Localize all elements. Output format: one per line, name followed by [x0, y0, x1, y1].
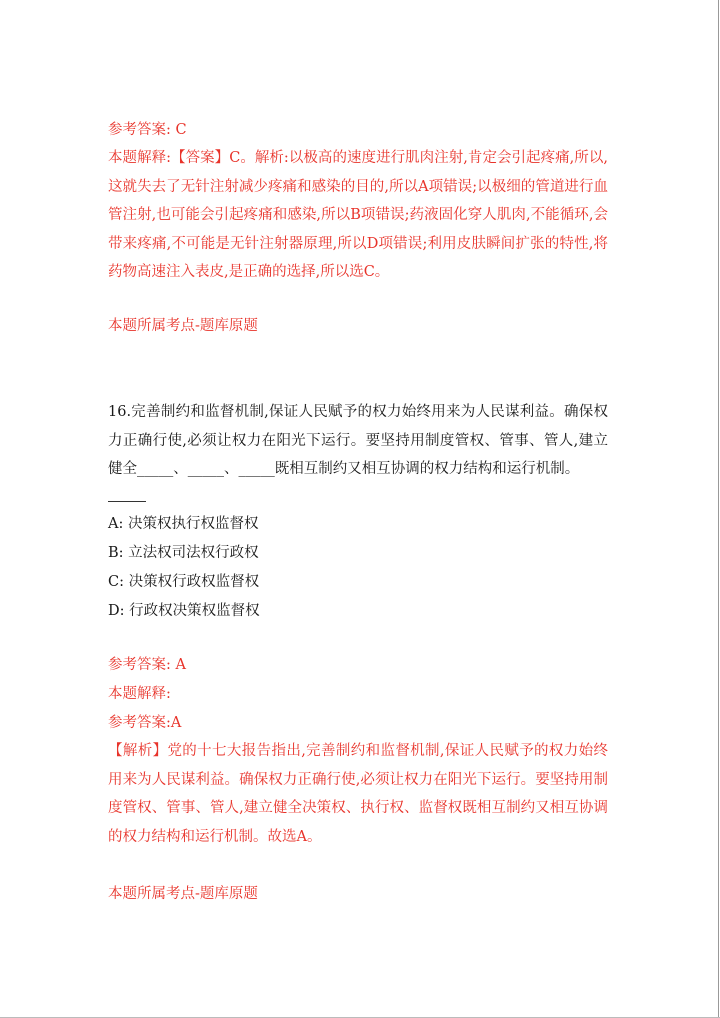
q15-source: 本题所属考点-题库原题 [108, 318, 258, 334]
q16-source: 本题所属考点-题库原题 [108, 886, 258, 902]
q15-answer: 参考答案: C [108, 122, 187, 138]
q16-option-a: A: 决策权执行权监督权 [108, 516, 259, 532]
q16-option-d: D: 行政权决策权监督权 [108, 603, 260, 619]
q16-analysis: 【解析】党的十七大报告指出,完善制约和监督机制,保证人民赋予的权力始终用来为人民谋利益。确保权力正确行使,必须让权力在阳光下运行。要坚持用制度管权、管事、管人,建立健全决策权、执行权、监督权既相互制约又相互协调的权力结构和运行机制。故选A。 [108, 743, 608, 845]
page-edge-right [718, 0, 719, 1018]
q16-answer-repeat: 参考答案:A [108, 715, 182, 731]
q16-answer: 参考答案: A [108, 657, 186, 673]
q16-option-b: B: 立法权司法权行政权 [108, 545, 259, 561]
blank-underline [108, 501, 146, 502]
q16-explanation-label: 本题解释: [108, 686, 171, 702]
q15-explanation: 本题解释:【答案】C。解析:以极高的速度进行肌肉注射,肯定会引起疼痛,所以,这就失去了无针注射减少疼痛和感染的目的,所以A项错误;以极细的管道进行血管注射,也可能会引起疼痛和感染,所以B项错误;药液固化穿人肌肉,不能循环,会带来疼痛,不可能是无针注射器原理,所以D项错误;利用皮肤瞬间扩张的特性,将药物高速注入表皮,是正确的选择,所以选C。 [108, 150, 608, 280]
q16-question: 16.完善制约和监督机制,保证人民赋予的权力始终用来为人民谋利益。确保权力正确行使,必须让权力在阳光下运行。要坚持用制度管权、管事、管人,建立健全_____、_____、_____既相互制约又相互协调的权力结构和运行机制。 [108, 404, 608, 477]
q16-option-c: C: 决策权行政权监督权 [108, 574, 260, 590]
